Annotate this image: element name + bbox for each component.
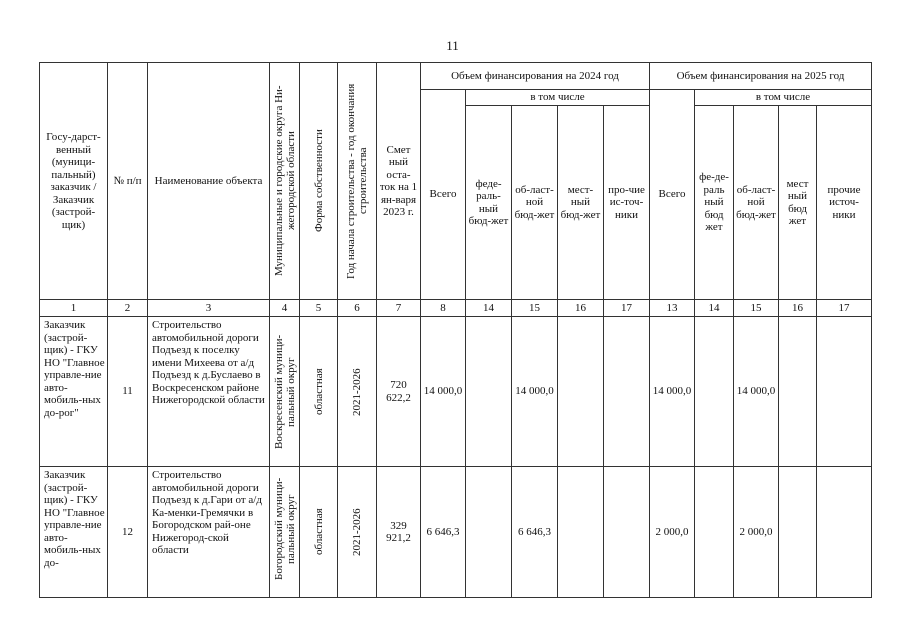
header-incl-2024: в том числе [466, 90, 650, 106]
other-2025-cell [817, 317, 872, 467]
customer-cell: Заказчик (застрой-щик) - ГКУ НО "Главное управле-ние авто-мобиль-ных до-рог" [40, 317, 108, 467]
header-municipality [270, 63, 300, 300]
column-number: 13 [650, 300, 695, 317]
column-number: 5 [300, 300, 338, 317]
header-estimate: Смет ный оста-ток на 1 ян-варя 2023 г. [377, 63, 421, 300]
header-object-name: Наименование объекта [148, 63, 270, 300]
table-row [40, 467, 872, 598]
years-cell [338, 317, 377, 467]
header-years [338, 63, 377, 300]
column-number: 14 [466, 300, 512, 317]
regional-2024-cell: 14 000,0 [512, 317, 558, 467]
column-number: 7 [377, 300, 421, 317]
header-ownership [300, 63, 338, 300]
estimate-cell: 329 921,2 [377, 467, 421, 598]
header-fin-2024: Объем финансирования на 2024 год [421, 63, 650, 90]
column-number: 2 [108, 300, 148, 317]
total-2024-cell: 14 000,0 [421, 317, 466, 467]
column-number: 8 [421, 300, 466, 317]
header-total-2025: Всего [650, 90, 695, 300]
header-ownership-text: Форма собственности [312, 129, 325, 233]
regional-2025-cell: 14 000,0 [734, 317, 779, 467]
regional-2025-cell: 2 000,0 [734, 467, 779, 598]
ownership-cell [300, 467, 338, 598]
header-regional-2024: об-ласт-ной бюд-жет [512, 106, 558, 300]
other-2024-cell [604, 317, 650, 467]
ownership-text: областная [312, 368, 325, 415]
years-text: 2021-2026 [351, 367, 363, 416]
column-number: 1 [40, 300, 108, 317]
header-total-2024: Всего [421, 90, 466, 300]
federal-2025-cell [695, 467, 734, 598]
local-2025-cell [779, 317, 817, 467]
header-local-2025: мест ный бюд жет [779, 106, 817, 300]
federal-2024-cell [466, 317, 512, 467]
ownership-text: областная [312, 508, 325, 556]
total-2025-cell: 2 000,0 [650, 467, 695, 598]
header-incl-2025: в том числе [695, 90, 872, 106]
column-number: 17 [817, 300, 872, 317]
local-2024-cell [558, 467, 604, 598]
column-number: 15 [512, 300, 558, 317]
column-number: 16 [558, 300, 604, 317]
financing-table [39, 62, 872, 598]
header-other-2024: про-чие ис-точ-ники [604, 106, 650, 300]
header-regional-2025: об-ласт-ной бюд-жет [734, 106, 779, 300]
regional-2024-cell: 6 646,3 [512, 467, 558, 598]
column-number: 14 [695, 300, 734, 317]
column-number: 6 [338, 300, 377, 317]
customer-cell: Заказчик (застрой-щик) - ГКУ НО "Главное управле-ние авто-мобиль-ных до- [40, 467, 108, 598]
header-fin-2025: Объем финансирования на 2025 год [650, 63, 872, 90]
total-2024-cell: 6 646,3 [421, 467, 466, 598]
local-2024-cell [558, 317, 604, 467]
federal-2025-cell [695, 317, 734, 467]
local-2025-cell [779, 467, 817, 598]
object-name-cell: Строительство автомобильной дороги Подъезд к д.Гари от а/д Ка-менки-Гремячки в Богородском рай-оне Нижегород-ской области [148, 467, 270, 598]
other-2025-cell [817, 467, 872, 598]
estimate-cell: 720 622,2 [377, 317, 421, 467]
other-2024-cell [604, 467, 650, 598]
header-federal-2024: феде-раль-ный бюд-жет [466, 106, 512, 300]
page-number: 11 [446, 38, 459, 53]
object-name-cell: Строительство автомобильной дороги Подъезд к поселку имени Михеева от а/д Подъезд к д.Буслаево в Воскресенском районе Нижегородской области [148, 317, 270, 467]
column-number: 4 [270, 300, 300, 317]
municipality-cell [270, 317, 300, 467]
header-federal-2025: фе-де-раль ный бюд жет [695, 106, 734, 300]
municipality-text: Богородский муници-пальный округ [272, 477, 297, 581]
years-cell [338, 467, 377, 598]
column-number: 16 [779, 300, 817, 317]
header-customer: Госу-дарст-венный (муници-пальный) заказчик / Заказчик (застрой-щик) [40, 63, 108, 300]
header-local-2024: мест-ный бюд-жет [558, 106, 604, 300]
ownership-cell [300, 317, 338, 467]
years-text: 2021-2026 [351, 508, 363, 556]
municipality-text: Воскресенский муници-пальный округ [272, 334, 297, 449]
row-number-cell: 11 [108, 317, 148, 467]
municipality-cell [270, 467, 300, 598]
header-other-2025: прочие источ-ники [817, 106, 872, 300]
column-number: 17 [604, 300, 650, 317]
header-years-text: Год начала строительства - год окончания строительства [345, 83, 369, 279]
column-number: 3 [148, 300, 270, 317]
header-row-1 [40, 63, 872, 90]
header-municipality-text: Муниципальные и городские округа Ни-жегородской области [272, 85, 297, 277]
total-2025-cell: 14 000,0 [650, 317, 695, 467]
federal-2024-cell [466, 467, 512, 598]
column-number: 15 [734, 300, 779, 317]
column-number-row [40, 300, 872, 317]
table-row [40, 317, 872, 467]
header-num: № п/п [108, 63, 148, 300]
row-number-cell: 12 [108, 467, 148, 598]
